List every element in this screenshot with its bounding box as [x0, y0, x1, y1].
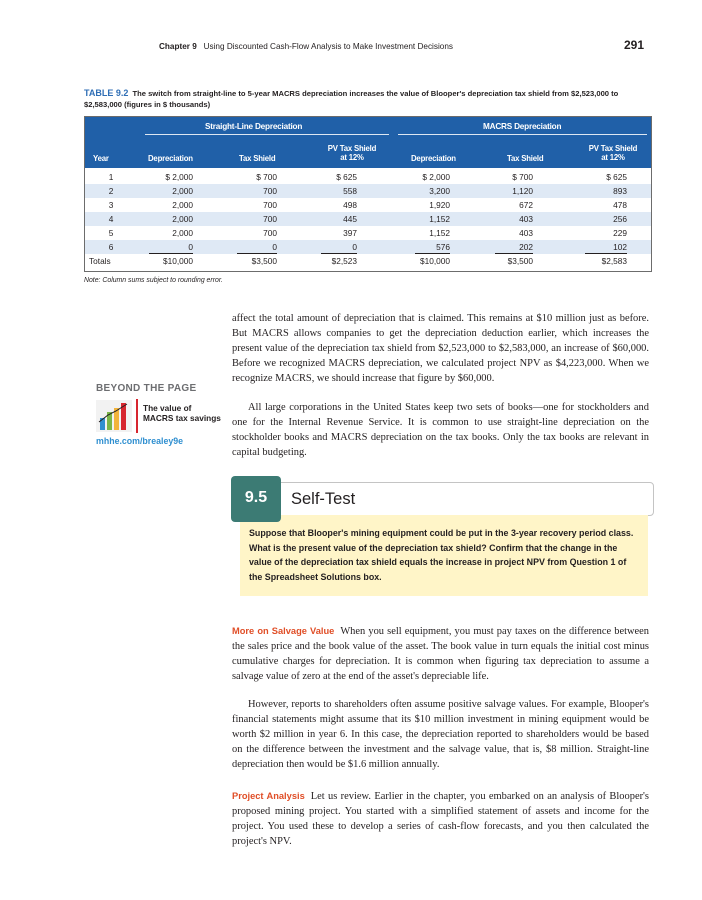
self-test-question: Suppose that Blooper's mining equipment could be put in the 3-year recovery period class. What is the present value of the depreciation tax shield? Confirm that the change in the value of the depreciation tax shield equals the increase in project NPV from Question 1 of the Spreadsheet Solutions box.: [249, 528, 634, 583]
sum-rule: [149, 253, 193, 254]
table-row: [85, 226, 651, 240]
self-test-number: 9.5: [244, 489, 268, 506]
group-underline: [145, 134, 389, 135]
bar-chart-icon: [96, 400, 132, 432]
table-cell: 893: [613, 186, 627, 196]
table-header: [85, 117, 651, 168]
table-cell: 672: [519, 200, 533, 210]
table-cell: $10,000: [420, 256, 450, 266]
col-header-sl-tax-shield: Tax Shield: [239, 154, 276, 163]
beyond-the-page-link[interactable]: mhhe.com/brealey9e: [96, 436, 184, 446]
table-label: TABLE 9.2: [84, 88, 129, 98]
sum-rule: [495, 253, 533, 254]
table-cell: $3,500: [507, 256, 533, 266]
table-cell: $3,500: [251, 256, 277, 266]
table-cell: 1,120: [512, 186, 533, 196]
table-cell: 2,000: [172, 200, 193, 210]
sum-rule: [585, 253, 627, 254]
sum-rule: [237, 253, 277, 254]
depreciation-table: [84, 116, 652, 272]
table-cell: 700: [263, 228, 277, 238]
running-header: [0, 42, 612, 51]
table-cell: 3,200: [429, 186, 450, 196]
body-paragraph: All large corporations in the United States keep two sets of books—one for stockholders and one for the Internal Revenue Service. It is common to use straight-line depreciation on the stockholder books and MACRS depreciation on the tax books. Only the tax books are relevant in capital budgeting.: [232, 402, 649, 458]
table-cell: $ 2,000: [422, 172, 450, 182]
table-cell: 397: [343, 228, 357, 238]
table-cell: $ 700: [512, 172, 533, 182]
table-row: [85, 198, 651, 212]
sum-rule: [321, 253, 357, 254]
table-cell: 2: [108, 186, 114, 196]
col-header-year: Year: [93, 154, 109, 163]
beyond-the-page-line1: The value of: [143, 403, 192, 413]
table-cell: 1: [108, 172, 114, 182]
section-runin-head: Project Analysis: [232, 791, 305, 801]
table-cell: 1,152: [429, 214, 450, 224]
group-underline: [398, 134, 647, 135]
beyond-the-page-line2: MACRS tax savings: [143, 412, 221, 423]
table-cell: 0: [272, 242, 277, 252]
table-cell: 576: [436, 242, 450, 252]
table-cell: 229: [613, 228, 627, 238]
table-cell: Totals: [89, 256, 111, 266]
table-cell: $ 625: [336, 172, 357, 182]
table-cell: 256: [613, 214, 627, 224]
table-cell: $2,583: [601, 256, 627, 266]
table-cell: 202: [519, 242, 533, 252]
table-cell: 2,000: [172, 214, 193, 224]
section-runin-head: More on Salvage Value: [232, 626, 335, 636]
table-cell: 0: [188, 242, 193, 252]
table-cell: $ 2,000: [165, 172, 193, 182]
table-cell: $ 625: [606, 172, 627, 182]
group-header-straight-line: Straight-Line Depreciation: [205, 122, 303, 131]
col-header-sl-pv-line1: PV Tax Shield: [327, 144, 377, 153]
table-cell: 1,920: [429, 200, 450, 210]
col-header-macrs-pv-line1: PV Tax Shield: [588, 144, 638, 153]
table-row: [85, 170, 651, 184]
chapter-label: Chapter 9: [159, 42, 197, 51]
table-cell: 5: [108, 228, 114, 238]
table-cell: 6: [108, 242, 114, 252]
body-paragraph: affect the total amount of depreciation that is claimed. This remains at $10 million just as before. But MACRS allows companies to get the depreciation deduction earlier, which increases the present value of the depreciation tax shield from $2,523,000 to $2,583,000, an increase of $60,000. Before we recognized MACRS depreciation, we calculated project NPV as $4,223,000. When we recognize MACRS, we should increase that figure by $60,000.: [232, 313, 649, 384]
table-cell: 700: [263, 186, 277, 196]
body-paragraph: However, reports to shareholders often assume positive salvage values. For example, Blooper's financial statements might assume that its $10 million investment in mining equipment would be worth $2 million in year 6. In this case, the depreciation reported to shareholders would be based on the difference between the investment and the salvage value, that is, $8 million. Straight-line depreciation then would be $1.6 million annually.: [232, 699, 649, 770]
paragraph-text: When you sell equipment, you must pay taxes on the difference between the sales price and the book value of the asset. The book value in turn equals the initial cost minus cumulative charges for depreciation. It is common when figuring tax depreciation to assume a salvage value of zero at the end of the asset's depreciable life.: [232, 626, 649, 682]
chapter-title: Using Discounted Cash-Flow Analysis to Make Investment Decisions: [203, 42, 453, 51]
table-cell: $10,000: [163, 256, 193, 266]
table-cell: 558: [343, 186, 357, 196]
table-cell: 2,000: [172, 186, 193, 196]
table-caption-text: The switch from straight-line to 5-year MACRS depreciation increases the value of Blooper's depreciation tax shield from $2,523,000 to $2,583,000 (figures in $ thousands): [84, 89, 619, 109]
col-header-macrs-pv-line2: at 12%: [601, 153, 625, 162]
col-header-sl-pv-line2: at 12%: [340, 153, 364, 162]
table-cell: 445: [343, 214, 357, 224]
table-row: [85, 240, 651, 254]
table-cell: 1,152: [429, 228, 450, 238]
table-cell: $2,523: [331, 256, 357, 266]
beyond-the-page-title: BEYOND THE PAGE: [96, 383, 197, 394]
table-caption: [84, 88, 650, 110]
table-cell: 700: [263, 200, 277, 210]
table-row: [85, 212, 651, 226]
table-cell: 4: [108, 214, 114, 224]
col-header-macrs-tax-shield: Tax Shield: [507, 154, 544, 163]
col-header-sl-pv: [317, 144, 387, 162]
table-cell: 478: [613, 200, 627, 210]
table-cell: 2,000: [172, 228, 193, 238]
table-row: [85, 254, 651, 268]
table-cell: 3: [108, 200, 114, 210]
sidebar-divider: [136, 399, 138, 433]
table-cell: 403: [519, 214, 533, 224]
table-cell: 700: [263, 214, 277, 224]
col-header-sl-depreciation: Depreciation: [148, 154, 193, 163]
group-header-macrs: MACRS Depreciation: [483, 122, 562, 131]
body-paragraph: [232, 789, 649, 850]
col-header-macrs-depreciation: Depreciation: [411, 154, 456, 163]
sum-rule: [415, 253, 450, 254]
table-cell: 498: [343, 200, 357, 210]
table-note: Note: Column sums subject to rounding error.: [84, 277, 223, 284]
paragraph-text: Let us review. Earlier in the chapter, you embarked on an analysis of Blooper's proposed mining project. You started with a simplified statement of assets and income for the project. You used these to develop a series of cash-flow forecasts, and you then calculated the project's NPV.: [232, 791, 649, 847]
col-header-macrs-pv: [577, 144, 649, 162]
table-row: [85, 184, 651, 198]
self-test-title: Self-Test: [291, 490, 356, 508]
table-cell: 0: [352, 242, 357, 252]
body-paragraph: [232, 624, 649, 685]
table-cell: 403: [519, 228, 533, 238]
page-number: 291: [623, 38, 644, 52]
table-cell: $ 700: [256, 172, 277, 182]
table-cell: 102: [613, 242, 627, 252]
beyond-the-page-text: [143, 404, 221, 424]
